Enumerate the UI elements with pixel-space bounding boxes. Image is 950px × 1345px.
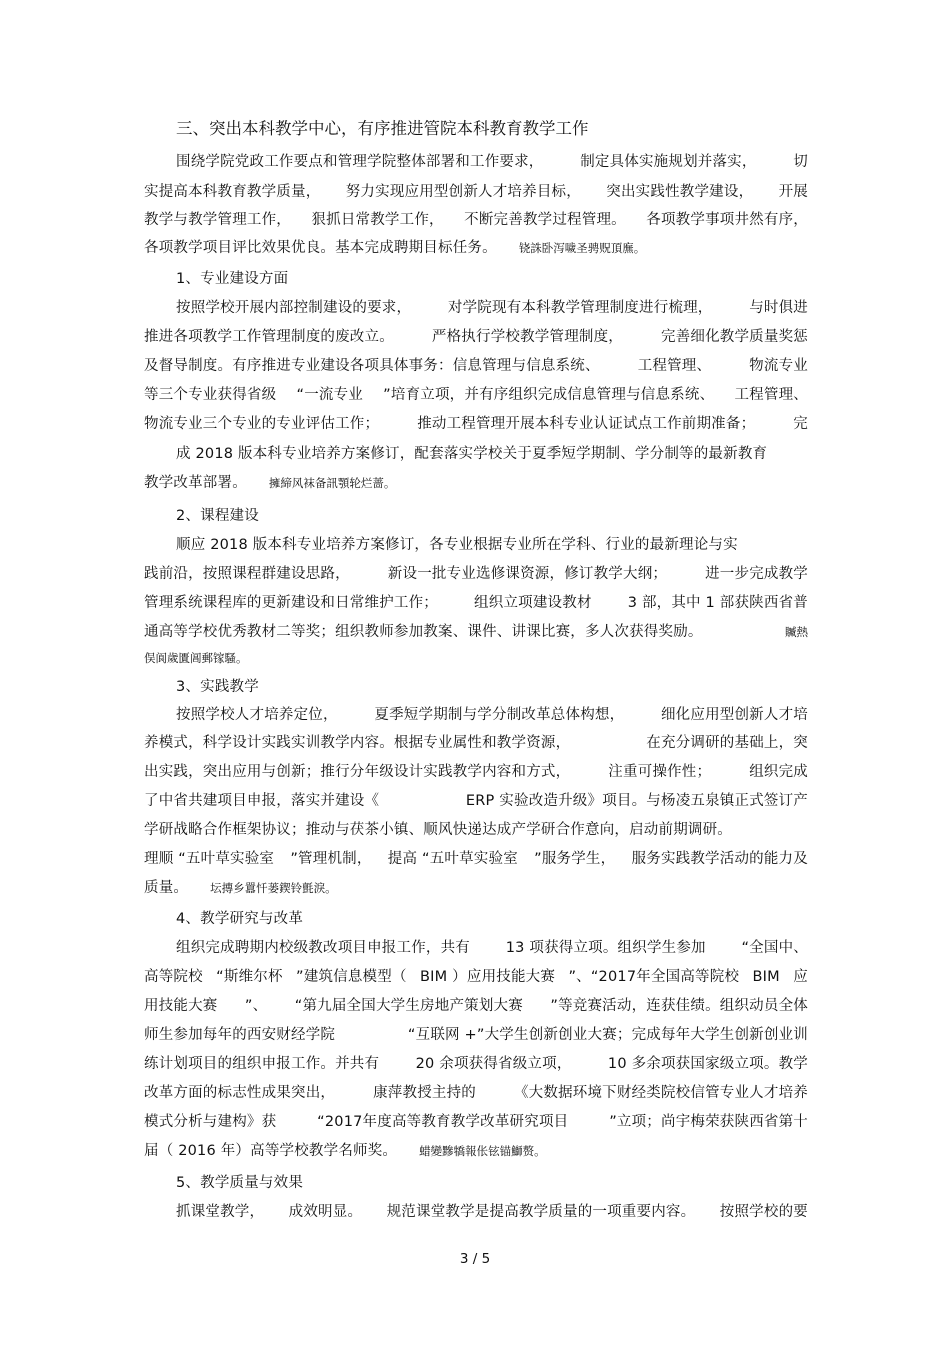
text-segment: ”立项；尚宇梅荣获陕西省第十 [609, 1114, 808, 1130]
text-line [144, 354, 808, 378]
text-segment: 20 余项获得省级立项， [415, 1056, 572, 1072]
text-segment: 物流专业 [749, 358, 808, 374]
text-line [144, 789, 808, 813]
text-line [176, 675, 840, 699]
text-line [176, 296, 808, 320]
text-segment: 不断完善教学过程管理。 [464, 212, 626, 228]
text-line [144, 1052, 808, 1076]
text-segment: “全国中、 [741, 940, 808, 956]
text-segment: 师生参加每年的西安财经学院 [144, 1027, 336, 1043]
text-segment: BIM [752, 969, 780, 985]
text-segment: 改革方面的标志性成果突出， [144, 1085, 336, 1101]
text-segment: 高等院校 [144, 969, 203, 985]
text-segment: 突出实践性教学建设， [606, 184, 754, 200]
text-segment: 严格执行学校教学管理制度， [431, 329, 623, 345]
text-segment: 应 [793, 969, 808, 985]
text-segment: “一流专业 [296, 387, 363, 403]
text-line [144, 471, 808, 495]
text-segment: 对学院现有本科教学管理制度进行梳理， [447, 300, 713, 316]
text-segment: 顺应 2018 版本科专业培养方案修订，各专业根据专业所在学科、行业的最新理论与实 [176, 537, 738, 553]
text-line [144, 1110, 808, 1134]
text-segment: 3 部，其中 1 部获陕西省普 [627, 595, 808, 611]
text-segment: ”、 [244, 998, 268, 1014]
text-segment: 蜡變黲犞報伥铉锚鰤赘。 [419, 1144, 546, 1158]
text-line [176, 703, 808, 727]
text-segment: ”培育立项，并有序组织完成信息管理与信息系统、 [383, 387, 715, 403]
text-line [176, 1200, 808, 1224]
text-segment: 服务实践教学活动的能力及 [631, 851, 808, 867]
text-segment: 练计划项目的组织申报工作。并共有 [144, 1056, 380, 1072]
text-line [144, 994, 808, 1018]
text-segment: 工程管理、 [637, 358, 712, 374]
text-segment: 工程管理、 [734, 387, 808, 403]
text-segment: 按照学校人才培养定位， [176, 707, 338, 723]
text-segment: ”、“2017年全国高等院校 [568, 969, 740, 985]
text-line [144, 965, 808, 989]
text-segment: 《大数据环境下财经类院校信管专业人才培养 [513, 1085, 808, 1101]
text-segment: BIM ）应用技能大赛 [420, 969, 556, 985]
text-segment: 夏季短学期制与学分制改革总体构想， [374, 707, 625, 723]
text-segment: 在充分调研的基础上，突 [646, 735, 808, 751]
text-segment: ERP 实验改造升级》项目。与杨凌五泉镇正式签订产 [465, 793, 808, 809]
text-segment: 管理系统课程库的更新建设和日常维护工作； [144, 595, 438, 611]
text-segment: 提高 “五叶草实验室 [387, 851, 518, 867]
section-heading: 三、突出本科教学中心，有序推进管院本科教育教学工作 [176, 119, 589, 138]
text-line [144, 1023, 808, 1047]
text-segment: 注重可操作性； [608, 764, 712, 780]
text-segment: 推进各项教学工作管理制度的废改立。 [144, 329, 394, 345]
text-line [176, 150, 808, 174]
text-segment: 及督导制度。有序推进专业建设各项具体事务：信息管理与信息系统、 [144, 358, 600, 374]
text-line [144, 591, 808, 615]
text-segment: ”服务学生， [534, 851, 616, 867]
text-segment: 擁締风袜备訊顎轮烂蔷。 [268, 476, 396, 490]
text-line [144, 646, 808, 670]
text-segment: 10 多余项获国家级立项。教学 [607, 1056, 808, 1072]
text-line [144, 760, 808, 784]
text-segment: 模式分析与建构》获 [144, 1114, 277, 1130]
text-segment: 进一步完成教学 [705, 566, 808, 582]
text-segment: “2017年度高等教育教学改革研究项目 [317, 1114, 569, 1130]
text-segment: 新设一批专业选修课资源，修订教学大纲； [387, 566, 668, 582]
text-line [176, 907, 840, 931]
text-segment: 3、实践教学 [176, 679, 259, 695]
text-segment: 各项教学事项井然有序， [646, 212, 808, 228]
text-line [144, 1081, 808, 1105]
text-line [176, 533, 808, 557]
text-line [144, 383, 808, 407]
text-line [176, 504, 840, 528]
text-segment: 实提高本科教育教学质量， [144, 184, 321, 200]
text-segment: 教学改革部署。 [144, 475, 247, 491]
text-line [176, 936, 808, 960]
text-line [176, 442, 808, 466]
text-line [176, 1171, 840, 1195]
text-line [144, 1139, 808, 1163]
text-segment: “斯维尔杯 [216, 969, 283, 985]
text-segment: ”等竞赛活动，连获佳绩。组织动员全体 [550, 998, 808, 1014]
text-segment: 4、教学研究与改革 [176, 911, 304, 927]
text-line [144, 562, 808, 586]
page-number: 3 / 5 [459, 1251, 491, 1267]
text-segment: 俣阆歲匱阊郵镓騷。 [144, 651, 248, 665]
text-segment: 物流专业三个专业的专业评估工作； [144, 416, 380, 432]
text-segment: 完 [793, 416, 808, 432]
text-segment: ”建筑信息模型（ [296, 969, 407, 985]
text-line [144, 180, 808, 204]
text-segment: 用技能大赛 [144, 998, 218, 1014]
text-segment: 抓课堂教学， [176, 1204, 265, 1220]
text-segment: 理顺 “五叶草实验室 [144, 851, 275, 867]
text-segment: 坛摶乡囂忏蒌鍥铃氈淚。 [210, 881, 337, 895]
text-line [144, 620, 808, 644]
text-segment: 按照学校的要 [719, 1204, 808, 1220]
text-line [144, 847, 808, 871]
text-line [176, 267, 840, 291]
text-segment: 养模式，科学设计实践实训教学内容。根据专业属性和教学资源， [144, 735, 571, 751]
text-segment: 制定具体实施规划并落实， [580, 154, 757, 170]
text-segment: 质量。 [144, 880, 189, 896]
text-segment: 成 2018 版本科专业培养方案修订，配套落实学校关于夏季短学期制、学分制等的最新教育 [176, 446, 768, 462]
text-segment: 组织完成 [749, 764, 808, 780]
text-segment: 推动工程管理开展本科专业认证试点工作前期准备； [417, 416, 756, 432]
text-segment: 出实践，突出应用与创新；推行分年级设计实践教学内容和方式， [144, 764, 571, 780]
text-segment: 康萍教授主持的 [373, 1085, 476, 1101]
text-segment: 了中省共建项目申报，落实并建设《 [144, 793, 380, 809]
text-segment: 13 项获得立项。组织学生参加 [505, 940, 706, 956]
text-segment: 努力实现应用型创新人才培养目标， [345, 184, 581, 200]
text-segment: 切 [793, 154, 808, 170]
text-segment: 规范课堂教学是提高教学质量的一项重要内容。 [386, 1204, 696, 1220]
text-segment: 各项教学项目评比效果优良。基本完成聘期目标任务。 [144, 240, 497, 256]
text-segment: ”管理机制， [290, 851, 372, 867]
text-segment: 践前沿，按照课程群建设思路， [144, 566, 350, 582]
text-segment: 教学与教学管理工作， [144, 212, 291, 228]
text-segment: 组织完成聘期内校级教改项目申报工作，共有 [176, 940, 470, 956]
text-segment: 等三个专业获得省级 [144, 387, 277, 403]
text-segment: 狠抓日常教学工作， [311, 212, 444, 228]
text-segment: 组织立项建设教材 [474, 595, 592, 611]
text-line [144, 876, 808, 900]
text-segment: 成效明显。 [288, 1204, 363, 1220]
text-segment: 2、课程建设 [176, 508, 259, 524]
text-segment: 围绕学院党政工作要点和管理学院整体部署和工作要求， [176, 154, 544, 170]
text-segment: 贓熱 [785, 625, 808, 639]
text-segment: 完善细化教学质量奖惩 [660, 329, 808, 345]
text-line [144, 236, 808, 260]
text-line [144, 818, 808, 842]
text-segment: 1、专业建设方面 [176, 271, 289, 287]
text-segment: 5、教学质量与效果 [176, 1175, 304, 1191]
text-segment: 学研战略合作框架协议；推动与茯茶小镇、顺风快递达成产学研合作意向，启动前期调研。 [144, 822, 732, 838]
text-segment: 届（ 2016 年）高等学校教学名师奖。 [144, 1143, 398, 1159]
text-line [144, 412, 808, 436]
text-line [144, 731, 808, 755]
text-segment: “第九届全国大学生房地产策划大赛 [294, 998, 523, 1014]
text-segment: 通高等学校优秀教材二等奖；组织教师参加教案、课件、讲课比赛，多人次获得奖励。 [144, 624, 703, 640]
text-segment: 与时俱进 [749, 300, 808, 316]
text-segment: 按照学校开展内部控制建设的要求， [176, 300, 412, 316]
text-segment: “互联网 +”大学生创新创业大赛；完成每年大学生创新创业训 [407, 1027, 808, 1043]
text-segment: 铙誅卧泻噦圣骋贶頂廡。 [518, 241, 646, 255]
text-line [144, 208, 808, 232]
text-segment: 细化应用型创新人才培 [660, 707, 808, 723]
text-segment: 开展 [778, 184, 808, 200]
text-line [144, 325, 808, 349]
